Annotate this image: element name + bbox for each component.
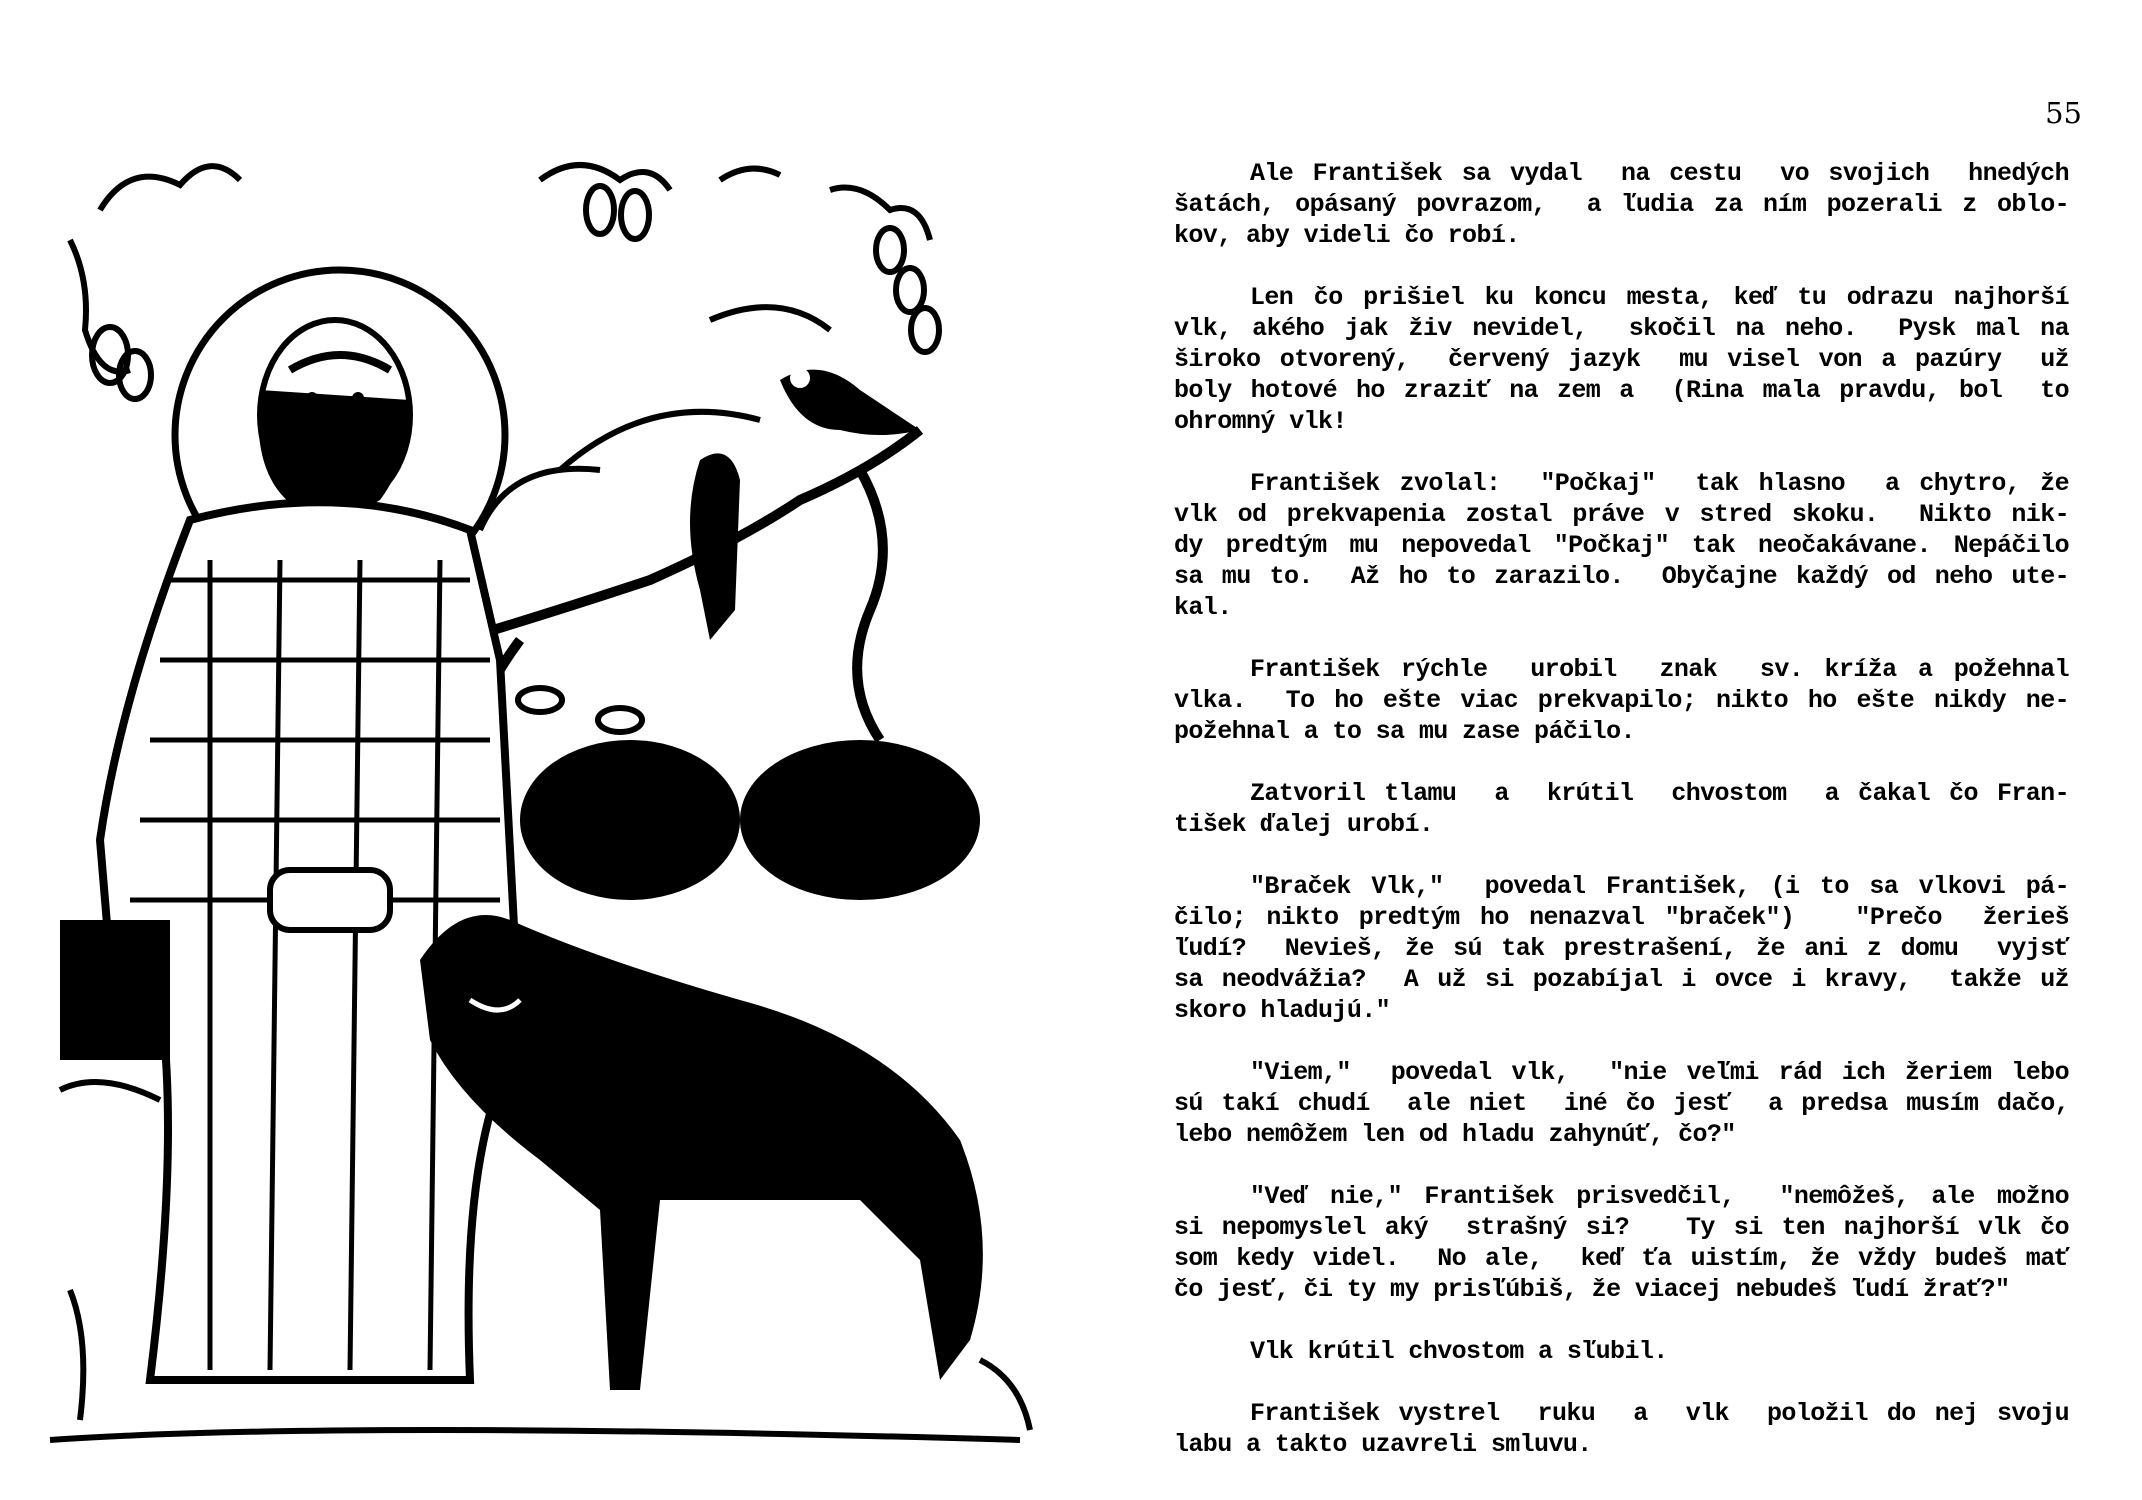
text-line: široko otvorený, červený jazyk mu visel von a pazúry už bbox=[1174, 345, 2069, 374]
text-line: František rýchle urobil znak sv. kríža a požehnal bbox=[1250, 655, 2069, 684]
text-line: požehnal a to sa mu zase páčilo. bbox=[1174, 717, 1635, 746]
paragraph bbox=[1174, 158, 2069, 251]
text-line: vlka. To ho ešte viac prekvapilo; nikto ho ešte nikdy ne- bbox=[1174, 686, 2069, 715]
text-line: vlk od prekvapenia zostal práve v stred skoku. Nikto nik- bbox=[1174, 500, 2069, 529]
text-line: "Viem," povedal vlk, "nie veľmi rád ich žeriem lebo bbox=[1250, 1058, 2069, 1087]
text-line: tišek ďalej urobí. bbox=[1174, 810, 1434, 839]
text-line: ohromný vlk! bbox=[1174, 407, 1347, 436]
saint-francis-figure-icon bbox=[100, 320, 520, 1380]
text-line: som kedy videl. No ale, keď ťa uistím, že vždy budeš mať bbox=[1174, 1244, 2069, 1273]
paragraph bbox=[1174, 654, 2069, 747]
paragraph bbox=[1174, 1181, 2069, 1305]
text-line: "Veď nie," František prisvedčil, "nemôžeš, ale možno bbox=[1250, 1182, 2069, 1211]
paragraph bbox=[1174, 468, 2069, 623]
text-line: František zvolal: "Počkaj" tak hlasno a chytro, že bbox=[1250, 469, 2069, 498]
saint-francis-wolf-illustration bbox=[40, 140, 1060, 1480]
text-line: boly hotové ho zraziť na zem a (Rina mala pravdu, bol to bbox=[1174, 376, 2069, 405]
page-number: 55 bbox=[2045, 96, 2082, 130]
paragraph bbox=[1174, 1057, 2069, 1150]
foliage-icon bbox=[70, 165, 939, 399]
text-line: čo jesť, či ty my prisľúbiš, že viacej nebudeš ľudí žrať?" bbox=[1174, 1275, 2010, 1304]
paragraph bbox=[1174, 1336, 2069, 1367]
text-line: Zatvoril tlamu a krútil chvostom a čakal čo Fran- bbox=[1250, 779, 2069, 808]
wolf-icon bbox=[420, 915, 983, 1390]
bird-icon bbox=[690, 453, 740, 640]
paragraph bbox=[1174, 778, 2069, 840]
text-line: sa neodvážia? A už si pozabíjal i ovce i kravy, takže už bbox=[1174, 965, 2069, 994]
text-line: "Braček Vlk," povedal František, (i to sa vlkovi pá- bbox=[1250, 872, 2069, 901]
text-line: labu a takto uzavreli smluvu. bbox=[1174, 1430, 1592, 1459]
text-line: František vystrel ruku a vlk položil do nej svoju bbox=[1250, 1399, 2069, 1428]
story-text bbox=[1174, 158, 2069, 1491]
text-line: ľudí? Nevieš, že sú tak prestrašení, že ani z domu vyjsť bbox=[1174, 934, 2069, 963]
text-line: si nepomyslel aký strašný si? Ty si ten najhorší vlk čo bbox=[1174, 1213, 2069, 1242]
text-line: šatách, opásaný povrazom, a ľudia za ním pozerali z oblo- bbox=[1174, 190, 2069, 219]
text-line: sú takí chudí ale niet iné čo jesť a predsa musím dačo, bbox=[1174, 1089, 2069, 1118]
bird-icon bbox=[780, 368, 920, 435]
text-line: čilo; nikto predtým ho nenazval "braček") "Prečo žerieš bbox=[1174, 903, 2069, 932]
paragraph bbox=[1174, 282, 2069, 437]
text-line: kov, aby videli čo robí. bbox=[1174, 221, 1520, 250]
right-page bbox=[1071, 0, 2142, 1500]
text-line: lebo nemôžem len od hladu zahynúť, čo?" bbox=[1174, 1120, 1736, 1149]
paragraph bbox=[1174, 871, 2069, 1026]
text-line: skoro hladujú." bbox=[1174, 996, 1391, 1025]
sun-icon bbox=[480, 307, 830, 530]
text-line: Ale František sa vydal na cestu vo svojich hnedých bbox=[1250, 159, 2069, 188]
text-line: Vlk krútil chvostom a sľubil. bbox=[1250, 1337, 1668, 1366]
text-line: Len čo prišiel ku koncu mesta, keď tu odrazu najhorší bbox=[1250, 283, 2069, 312]
text-line: dy predtým mu nepovedal "Počkaj" tak neočakávane. Nepáčilo bbox=[1174, 531, 2069, 560]
paragraph bbox=[1174, 1398, 2069, 1460]
text-line: vlk, akého jak živ nevidel, skočil na neho. Pysk mal na bbox=[1174, 314, 2069, 343]
text-line: kal. bbox=[1174, 593, 1232, 622]
text-line: sa mu to. Až ho to zarazilo. Obyčajne každý od neho ute- bbox=[1174, 562, 2069, 591]
